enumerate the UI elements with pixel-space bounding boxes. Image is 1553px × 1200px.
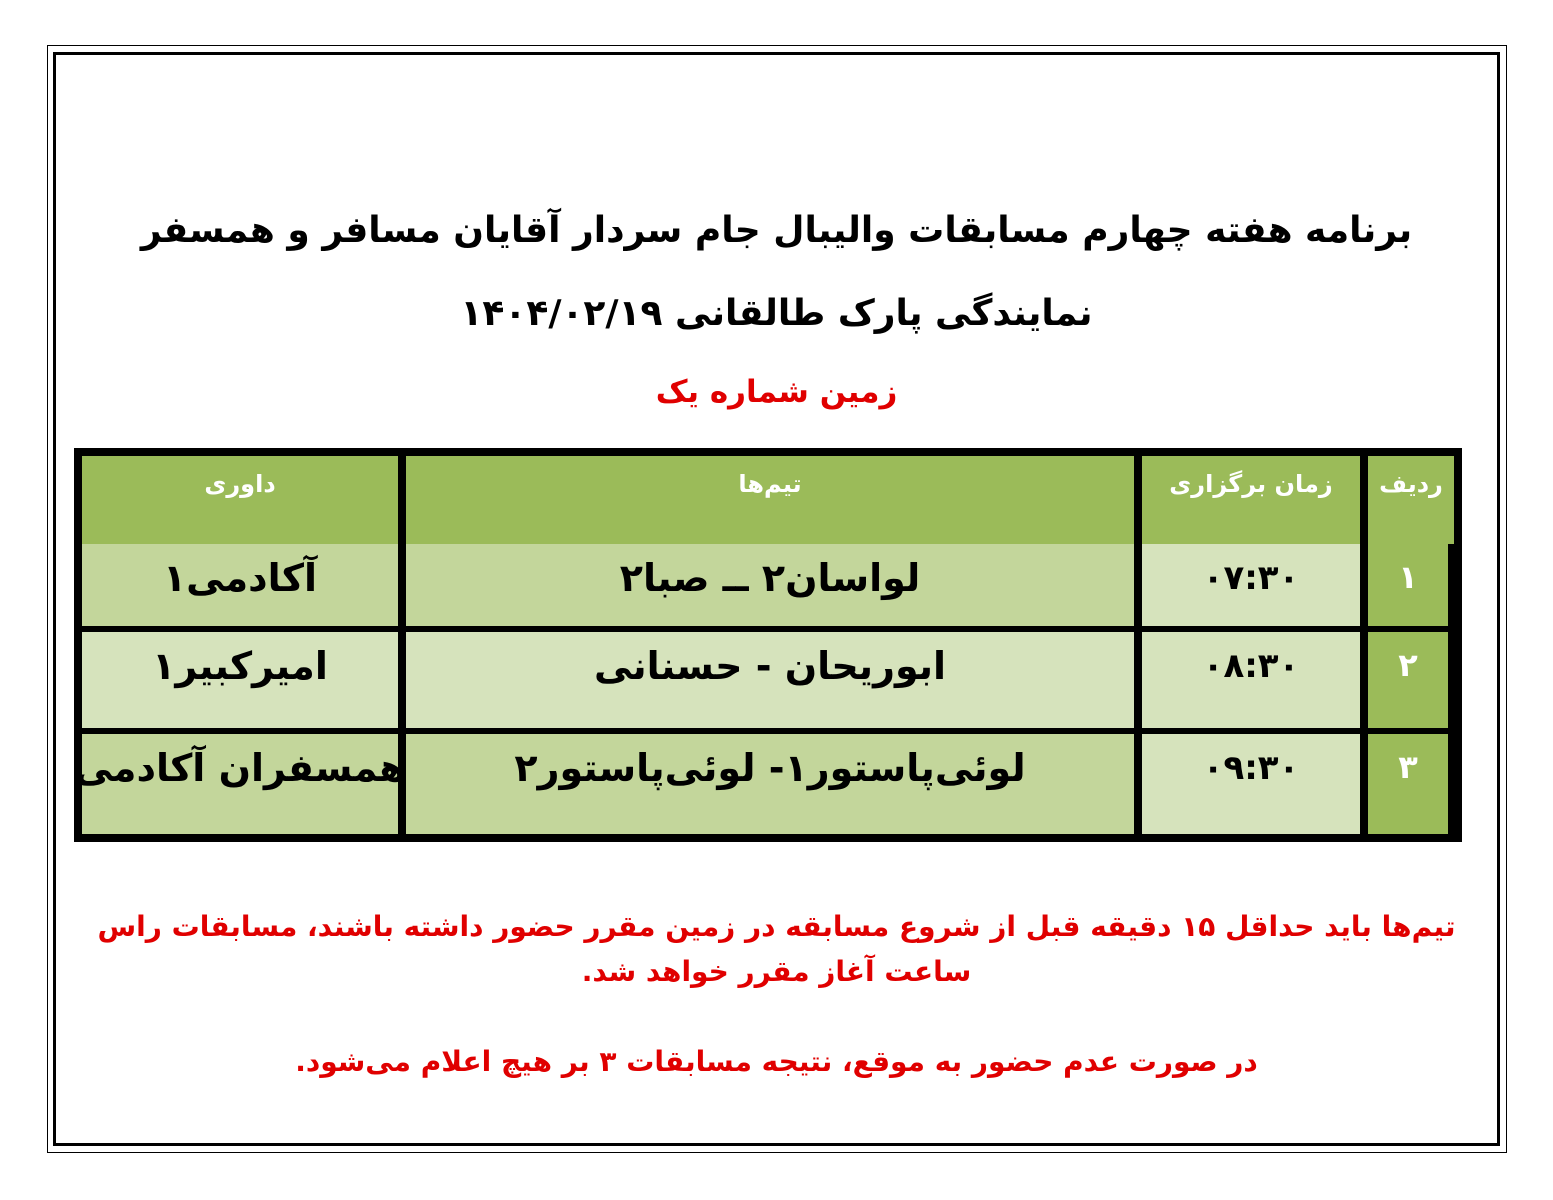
row-1-time: ۰۷:۳۰ — [1142, 544, 1360, 626]
row-3-teams: لوئی‌پاستور۱- لوئی‌پاستور۲ — [406, 734, 1134, 834]
header-row-number: ردیف — [1368, 456, 1454, 544]
row-3-time: ۰۹:۳۰ — [1142, 734, 1360, 834]
header-teams: تیم‌ها — [406, 456, 1134, 544]
notice-line-1: تیم‌ها باید حداقل ۱۵ دقیقه قبل از شروع مسابقه در زمین مقرر حضور داشته باشند، مسابقات راس — [97, 910, 1456, 943]
row-1-teams: لواسان۲ ــ صبا۲ — [406, 544, 1134, 626]
row-2-time: ۰۸:۳۰ — [1142, 632, 1360, 728]
title-line-2: نمایندگی پارک طالقانی ۱۴۰۴/۰۲/۱۹ — [460, 293, 1093, 334]
title-line-1: برنامه هفته چهارم مسابقات والیبال جام سردار آقایان مسافر و همسفر — [140, 210, 1413, 251]
row-2-number: ۲ — [1368, 632, 1448, 728]
header-time: زمان برگزاری — [1142, 456, 1360, 544]
notice-line-2: ساعت آغاز مقرر خواهد شد. — [581, 955, 972, 988]
header-referee: داوری — [82, 456, 398, 544]
court-subtitle: زمین شماره یک — [655, 374, 898, 410]
schedule-table — [74, 448, 1462, 842]
row-2-teams: ابوریحان - حسنانی — [406, 632, 1134, 728]
row-3-number: ۳ — [1368, 734, 1448, 834]
row-1-number: ۱ — [1368, 544, 1448, 626]
row-1-referee: آکادمی۱ — [82, 544, 398, 626]
row-2-referee: امیرکبیر۱ — [82, 632, 398, 728]
row-3-referee: همسفران آکادمی — [82, 734, 398, 834]
notice-line-3: در صورت عدم حضور به موقع، نتیجه مسابقات ۳ بر هیچ اعلام می‌شود. — [295, 1045, 1258, 1078]
